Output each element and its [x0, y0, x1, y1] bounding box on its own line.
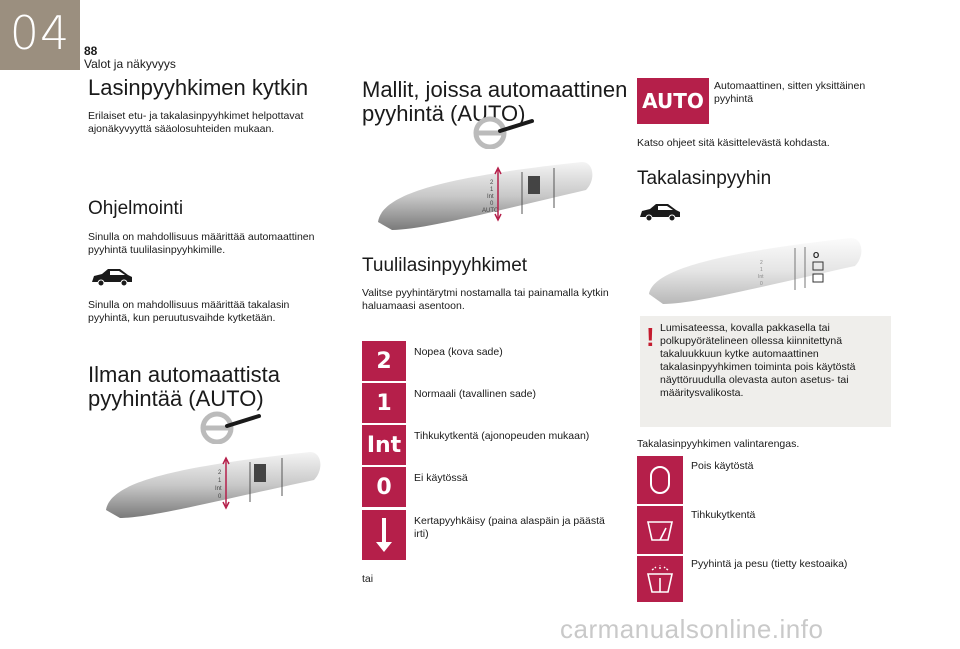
auto-heading: Mallit, joissa automaattinen pyyhintä (AUTO): [362, 77, 628, 126]
rear-stalk-label: Int: [758, 274, 764, 280]
warning-icon: !: [646, 322, 655, 352]
auto-wiper-stalk-illustration: [372, 150, 597, 232]
rear-wiper-stalk-illustration: [645, 228, 867, 308]
speed-2-icon: 2: [362, 341, 406, 381]
windscreen-intro: Valitse pyyhintärytmi nostamalla tai painamalla kytkin haluamaasi asentoon.: [362, 287, 609, 312]
auto-text: Automaattinen, sitten yksittäinen pyyhintä: [714, 80, 866, 105]
position-text: Normaali (tavallinen sade): [414, 388, 536, 400]
manual-heading: Ilman automaattista pyyhintää (AUTO): [88, 362, 280, 411]
off-icon: 0: [362, 467, 406, 507]
off-ring-icon: [637, 456, 683, 504]
rear-wiper-heading: Takalasinpyyhin: [637, 168, 772, 189]
wiper-stalk-illustration: [100, 440, 325, 520]
intermittent-icon: Int: [362, 425, 406, 465]
stalk-label: 1: [490, 187, 494, 193]
page-title: Lasinpyyhkimen kytkin: [88, 75, 309, 100]
programming-text-front: Sinulla on mahdollisuus määrittää automaattinen pyyhintä tuulilasinpyyhkimille.: [88, 231, 315, 256]
chapter-number: 04: [9, 6, 71, 60]
stalk-label: 2: [218, 470, 222, 476]
rear-position-text: Pois käytöstä: [691, 460, 754, 472]
rear-stalk-label: 2: [760, 260, 763, 266]
down-arrow-icon: [362, 510, 406, 560]
see-reference-text: Katso ohjeet sitä käsittelevästä kohdasta.: [637, 137, 830, 149]
intro-text: Erilaiset etu- ja takalasinpyyhkimet helpottavat ajonäkyvyyttä sääolosuhteiden mukaan.: [88, 110, 304, 135]
rear-position-text: Tihkukytkentä: [691, 509, 756, 521]
position-text: Nopea (kova sade): [414, 346, 503, 358]
position-text: Tihkukytkentä (ajonopeuden mukaan): [414, 430, 590, 442]
rear-stalk-label: 1: [760, 267, 763, 273]
stalk-label: 0: [490, 201, 494, 207]
stalk-label: 0: [218, 494, 222, 500]
warning-text: Lumisateessa, kovalla pakkasella tai polkupyörätelineen ollessa kiinnitettynä takaluukkuun kytke automaattinen takalasinpyyhkimen toiminta pois käytöstä näyttöruudulla olevasta auton asetus- tai määritysvalikosta.: [660, 322, 856, 399]
stalk-label: AUTO: [482, 208, 499, 214]
stalk-label: Int: [487, 194, 494, 200]
section-name: Valot ja näkyvyys: [84, 57, 176, 71]
range-text: Takalasinpyyhkimen valintarengas.: [637, 438, 800, 450]
rear-position-text: Pyyhintä ja pesu (tietty kestoaika): [691, 558, 848, 570]
stalk-label: 1: [218, 478, 222, 484]
programming-text-rear: Sinulla on mahdollisuus määrittää takalasin pyyhintä, kun peruutusvaihde kytketään.: [88, 299, 290, 324]
steering-wheel-icon: [197, 408, 263, 444]
position-text: Kertapyyhkäisy (paina alaspäin ja päästä irti): [414, 515, 605, 540]
stalk-label: Int: [215, 486, 222, 492]
rear-wiper-intermittent-icon: [637, 506, 683, 554]
or-text: tai: [362, 573, 374, 585]
rear-car-icon: [90, 265, 134, 287]
rear-car-icon: [638, 200, 682, 222]
windscreen-heading: Tuulilasinpyyhkimet: [362, 255, 528, 276]
rear-wiper-wash-icon: [637, 556, 683, 602]
stalk-label: 2: [490, 180, 494, 186]
auto-icon: AUTO: [637, 78, 709, 124]
steering-wheel-icon: [470, 113, 536, 149]
rear-stalk-label: 0: [760, 281, 763, 287]
programming-heading: Ohjelmointi: [88, 198, 184, 219]
position-text: Ei käytössä: [414, 472, 468, 484]
speed-1-icon: 1: [362, 383, 406, 423]
page-number: 88: [84, 44, 98, 58]
watermark: carmanualsonline.info: [560, 614, 824, 644]
rear-stalk-label: O: [813, 251, 820, 260]
